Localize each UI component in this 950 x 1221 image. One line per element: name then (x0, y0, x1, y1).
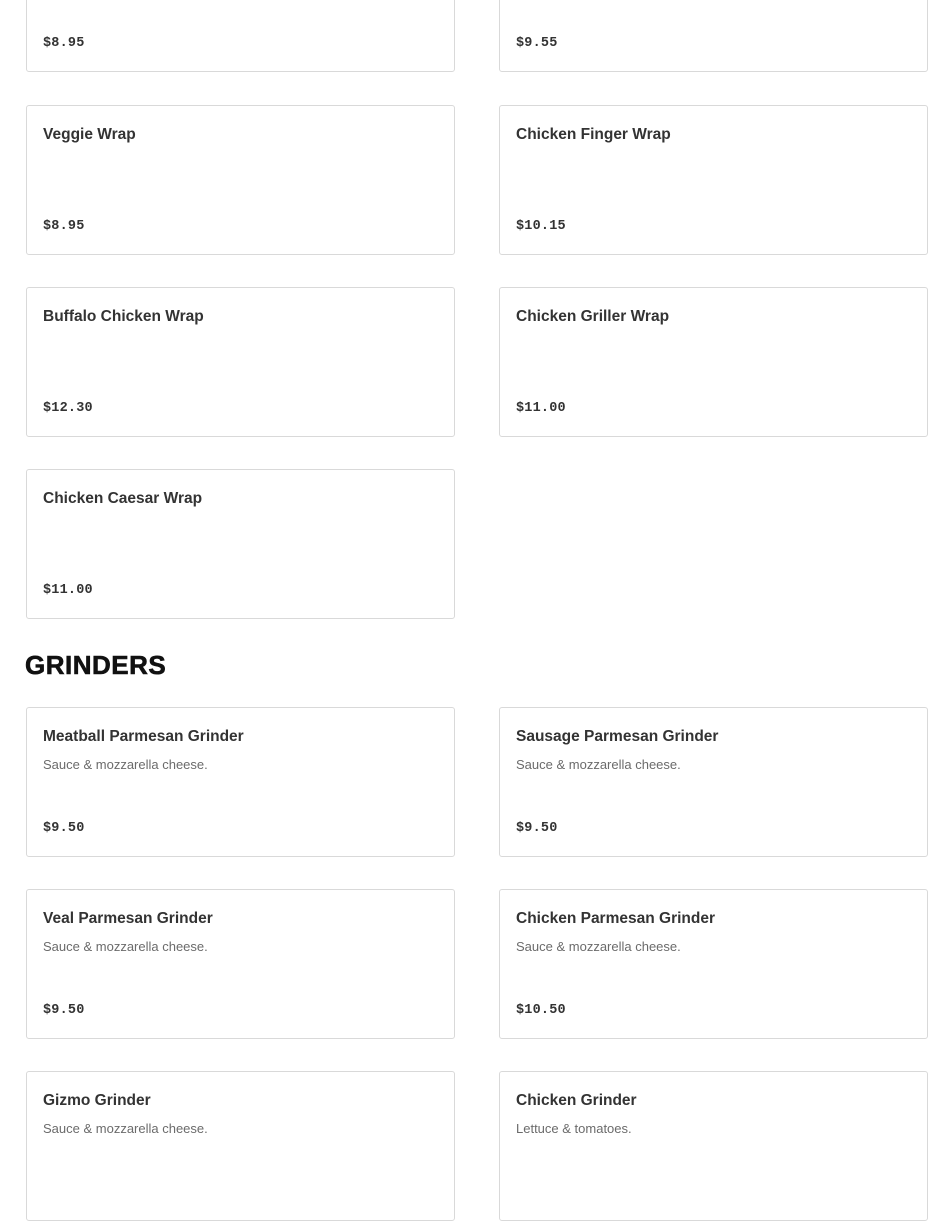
menu-item-card[interactable] (499, 707, 928, 857)
menu-item-card[interactable] (26, 469, 455, 619)
menu-item-card[interactable] (499, 105, 928, 255)
menu-item-price: $11.00 (43, 583, 93, 598)
menu-item-price: $8.95 (43, 219, 85, 234)
menu-item-name: Sausage Parmesan Grinder (516, 728, 719, 745)
menu-item-name: Chicken Finger Wrap (516, 126, 671, 143)
menu-item-price: $8.95 (43, 36, 85, 51)
menu-item-card[interactable] (26, 105, 455, 255)
menu-item-card[interactable] (499, 0, 928, 72)
menu-item-description: Sauce & mozzarella cheese. (516, 939, 681, 954)
menu-item-card[interactable] (26, 889, 455, 1039)
menu-item-description: Sauce & mozzarella cheese. (516, 757, 681, 772)
menu-item-name: Chicken Caesar Wrap (43, 490, 203, 507)
menu-item-name: Meatball Parmesan Grinder (43, 728, 244, 745)
menu-item-card[interactable] (499, 889, 928, 1039)
menu-item-price: $9.50 (516, 821, 558, 836)
menu-item-name: Chicken Grinder (516, 1092, 637, 1109)
menu-item-card[interactable] (26, 287, 455, 437)
menu-item-name: Chicken Parmesan Grinder (516, 910, 715, 927)
menu-item-card[interactable] (26, 0, 455, 72)
menu-item-name: Veal Parmesan Grinder (43, 910, 213, 927)
menu-item-description: Sauce & mozzarella cheese. (43, 1121, 208, 1136)
menu-item-price: $10.50 (516, 1003, 566, 1018)
menu-item-price: $10.15 (516, 219, 566, 234)
menu-item-description: Sauce & mozzarella cheese. (43, 939, 208, 954)
menu-item-description: Sauce & mozzarella cheese. (43, 757, 208, 772)
menu-item-name: Chicken Griller Wrap (516, 308, 670, 325)
menu-item-name: Veggie Wrap (43, 126, 136, 143)
menu-item-card[interactable] (499, 1071, 928, 1221)
menu-item-price: $12.30 (43, 401, 93, 416)
menu-item-price: $9.50 (43, 821, 85, 836)
menu-item-card[interactable] (26, 1071, 455, 1221)
menu-item-card[interactable] (499, 287, 928, 437)
menu-item-price: $9.50 (43, 1003, 85, 1018)
menu-item-description: Lettuce & tomatoes. (516, 1121, 632, 1136)
menu-item-name: Buffalo Chicken Wrap (43, 308, 204, 325)
menu-item-price: $11.00 (516, 401, 566, 416)
menu-item-card[interactable] (26, 707, 455, 857)
menu-item-price: $9.55 (516, 36, 558, 51)
menu-item-name: Gizmo Grinder (43, 1092, 151, 1109)
section-title-grinders: GRINDERS (25, 650, 167, 680)
